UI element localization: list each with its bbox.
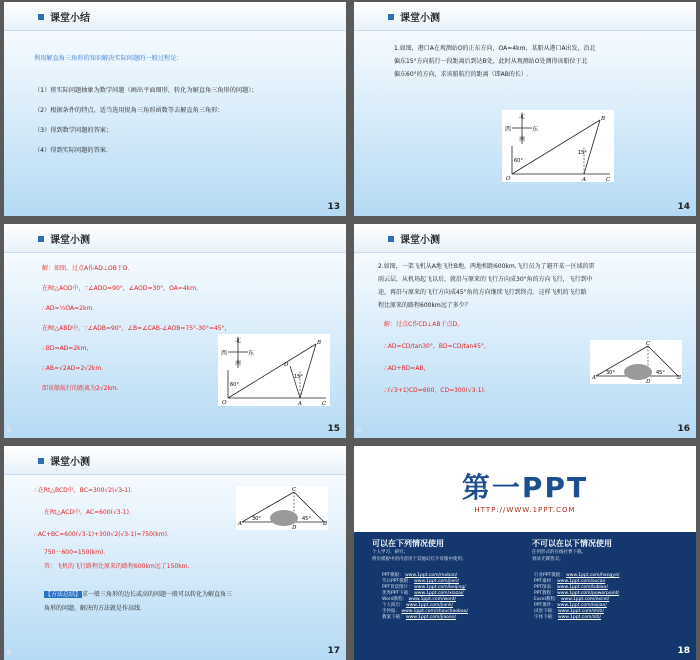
angle-30: 30° <box>252 516 261 522</box>
slide-13[interactable] <box>4 2 346 216</box>
slide-16[interactable] <box>354 224 696 438</box>
intro-text: 利用解直角三角形的知识解决实际问题的一般过程是： <box>34 55 183 62</box>
link-right-2[interactable]: PPT图表： www.1ppt.com/tubiao/ <box>534 585 608 590</box>
step-2: （2）根据条件的特点，适当选用锐角三角形函数等去解直角三角形； <box>34 107 224 114</box>
solution-line-2: 在Rt△AOD中，∵∠ADO=90°，∠AOD=30°，OA=4km， <box>42 285 203 292</box>
col2-title: 不可以在以下情况使用 <box>532 539 612 548</box>
answer-line: 答：飞机的飞行路程比原来的路程600km远了150km. <box>44 563 190 570</box>
point-A: A <box>582 177 586 182</box>
point-C: C <box>646 341 651 347</box>
step-4: （4）得到实际问题的答案． <box>34 147 113 154</box>
problem-line-2: 偏东15°方向航行一段距离后到达B处，此时从观测站O处测得该船位于北 <box>394 58 588 65</box>
method-text: 求一般三角形的边长或高的问题一般可以转化为解直角三 <box>82 591 233 598</box>
label-north: 北 <box>519 113 526 120</box>
solution-line-2: 在Rt△ACD中，AC=600(√3-1)． <box>44 509 135 516</box>
slide-title: 课堂小结 <box>50 13 90 24</box>
link-left-1[interactable]: 节日PPT模板： www.1ppt.com/jieri/ <box>382 579 459 584</box>
geometry-figure <box>502 110 614 182</box>
license-panel <box>354 532 696 660</box>
point-D: D <box>646 379 651 384</box>
solution-line-3: ∴AC+BC=600(√3-1)+300√2(√3-1)≈750(km)． <box>34 531 173 538</box>
link-right-5[interactable]: PPT课件： www.1ppt.com/kejian/ <box>534 603 607 608</box>
title-marker <box>38 458 44 464</box>
problem-line-2: 雨云层，从机场起飞以后，就沿与原来的飞行方向成30°角的方向飞行，飞行到中 <box>378 276 593 283</box>
slide-header <box>354 224 696 254</box>
angle-60: 60° <box>514 158 523 164</box>
page-number: 18 <box>677 646 690 656</box>
angle-45: 45° <box>302 516 311 522</box>
point-A: A <box>238 521 242 527</box>
angle-15: 15° <box>578 150 587 156</box>
point-B: B <box>317 340 322 346</box>
slide-15[interactable] <box>4 224 346 438</box>
point-C: C <box>606 177 611 182</box>
label-east: 东 <box>532 126 539 133</box>
point-D: D <box>284 362 289 368</box>
note-glyph-3: 谄 <box>6 650 12 656</box>
slide-18[interactable] <box>354 446 696 660</box>
label-south: 南 <box>235 360 242 367</box>
link-left-4[interactable]: Word教程： www.1ppt.com/word/ <box>382 597 457 602</box>
brand-logo: 第一PPT <box>461 471 589 504</box>
solution-line-4: ∴(√3+1)CD=600，CD=300(√3-1)． <box>384 387 490 394</box>
point-B: B <box>601 116 606 122</box>
label-west: 西 <box>221 350 228 357</box>
slide-title: 课堂小测 <box>50 235 90 246</box>
point-O: O <box>222 400 227 406</box>
link-left-5[interactable]: 个人简历： www.1ppt.com/jianli/ <box>382 603 454 608</box>
link-right-3[interactable]: PPT教程： www.1ppt.com/powerpoint/ <box>534 591 619 596</box>
method-tag: 【方法总结】 <box>45 591 82 598</box>
point-O: O <box>506 176 511 182</box>
point-B: B <box>677 375 682 381</box>
link-right-7[interactable]: 字体下载： www.1ppt.com/ziti/ <box>534 615 602 620</box>
label-west: 西 <box>505 126 512 133</box>
link-left-2[interactable]: PPT背景图片： www.1ppt.com/beijing/ <box>382 585 466 590</box>
slide-header <box>4 2 346 32</box>
problem-line-4: 程比原来的路程600km远了多少？ <box>378 302 471 309</box>
title-marker <box>38 14 44 20</box>
label-east: 东 <box>248 350 255 357</box>
slide-header <box>4 446 346 476</box>
link-left-6[interactable]: 手抄报： www.1ppt.com/shouchaobao/ <box>382 609 468 614</box>
angle-60: 60° <box>230 382 239 388</box>
slide-header <box>4 224 346 254</box>
note-glyph-1: 谄 <box>6 428 12 434</box>
note-glyph-2: 谄 <box>356 428 362 434</box>
slide-title: 课堂小测 <box>400 235 440 246</box>
page-number: 13 <box>327 202 340 212</box>
brand-url[interactable]: HTTP://WWW.1PPT.COM <box>474 506 576 514</box>
title-marker <box>388 14 394 20</box>
col1-line-1: 个人学习、研究； <box>372 550 408 555</box>
link-right-6[interactable]: 试卷下载： www.1ppt.com/shiti/ <box>534 609 604 614</box>
page-number: 14 <box>677 202 690 212</box>
link-right-4[interactable]: Excel教程： www.1ppt.com/excel/ <box>534 597 610 602</box>
solution-line-2: ∴AD=CD/tan30°，BD=CD/tan45°， <box>384 343 490 350</box>
col2-line-1: 任何形式的在线付费下载。 <box>532 550 586 555</box>
solution-line-3: ∴AD=½OA=2km． <box>42 305 99 312</box>
link-right-1[interactable]: PPT素材： www.1ppt.com/sucai/ <box>534 579 606 584</box>
solution-line-4: 750－600=150(km)． <box>44 549 110 556</box>
solution-line-7: 即该船航行的距离为2√2km． <box>42 385 123 392</box>
problem-line-1: 2.如图，一架飞机从A地飞往B地，两地相距600km.飞行员为了避开某一区域的雷 <box>378 263 595 270</box>
page-number: 16 <box>677 424 690 434</box>
flight-figure <box>236 486 328 530</box>
step-1: （1）将实际问题抽象为数学问题（画出平面图形，转化为解直角三角形的问题）； <box>34 87 258 94</box>
solution-line-4: 在Rt△ABD中，∵∠ADB=90°，∠B=∠CAB-∠AOB=75°-30°=45°， <box>42 325 231 332</box>
link-right-0[interactable]: 行业PPT模板： www.1ppt.com/hangye/ <box>534 573 620 578</box>
title-marker <box>38 236 44 242</box>
slide-14[interactable] <box>354 2 696 216</box>
col1-line-2: 拷贝模板中的内容用于其他幻灯片母版中使用； <box>372 557 467 562</box>
solution-line-1: 解：如图，过点A作AD⊥OB于D． <box>42 265 134 272</box>
angle-15: 15° <box>294 374 303 380</box>
solution-line-1: ∴在Rt△BCD中，BC=300√2(√3-1)． <box>34 487 137 494</box>
solution-line-6: ∴AB=√2AD=2√2km． <box>42 365 108 372</box>
point-C: C <box>322 401 327 406</box>
point-A: A <box>298 401 302 406</box>
problem-line-1: 1.如图，港口A在观测站O的正东方向，OA=4km，某船从港口A出发，沿北 <box>394 45 596 52</box>
link-left-7[interactable]: 教案下载： www.1ppt.com/jiaoan/ <box>382 615 457 620</box>
flight-figure <box>590 340 682 384</box>
slide-header <box>354 2 696 32</box>
solution-line-3: ∴AD+BD=AB， <box>384 365 430 372</box>
page-number: 15 <box>327 424 340 434</box>
point-B: B <box>323 521 328 527</box>
step-3: （3）得到数学问题的答案； <box>34 127 113 134</box>
problem-line-3: 途，再沿与原来的飞行方向成45°角的方向继续飞行到终点．这样飞机的飞行路 <box>378 289 587 296</box>
point-D: D <box>292 525 297 530</box>
col1-title: 可以在下列情况使用 <box>372 539 444 548</box>
slide-title: 课堂小测 <box>50 457 90 468</box>
label-south: 南 <box>519 136 526 143</box>
col2-line-2: 刻录光碟售卖。 <box>532 557 564 562</box>
geometry-figure <box>218 334 330 406</box>
link-left-0[interactable]: PPT模板： www.1ppt.com/moban/ <box>382 573 458 578</box>
method-text-2: 角形的问题，解决的方法就是作高线． <box>44 605 147 612</box>
link-left-3[interactable]: 优秀PPT下载： www.1ppt.com/xiazai/ <box>382 591 464 596</box>
slide-17[interactable] <box>4 446 346 660</box>
point-C: C <box>292 487 297 493</box>
title-marker <box>388 236 394 242</box>
angle-30: 30° <box>606 370 615 376</box>
angle-45: 45° <box>656 370 665 376</box>
solution-line-5: ∴BD=AD=2km， <box>42 345 93 352</box>
slide-title: 课堂小测 <box>400 13 440 24</box>
point-A: A <box>592 375 596 381</box>
label-north: 北 <box>235 337 242 344</box>
problem-line-3: 偏东60°的方向，求该船航行的距离（即AB的长）. <box>394 71 529 78</box>
solution-line-1: 解：过点C作CD⊥AB于点D， <box>384 321 464 328</box>
method-summary <box>44 590 232 600</box>
page-number: 17 <box>327 646 340 656</box>
